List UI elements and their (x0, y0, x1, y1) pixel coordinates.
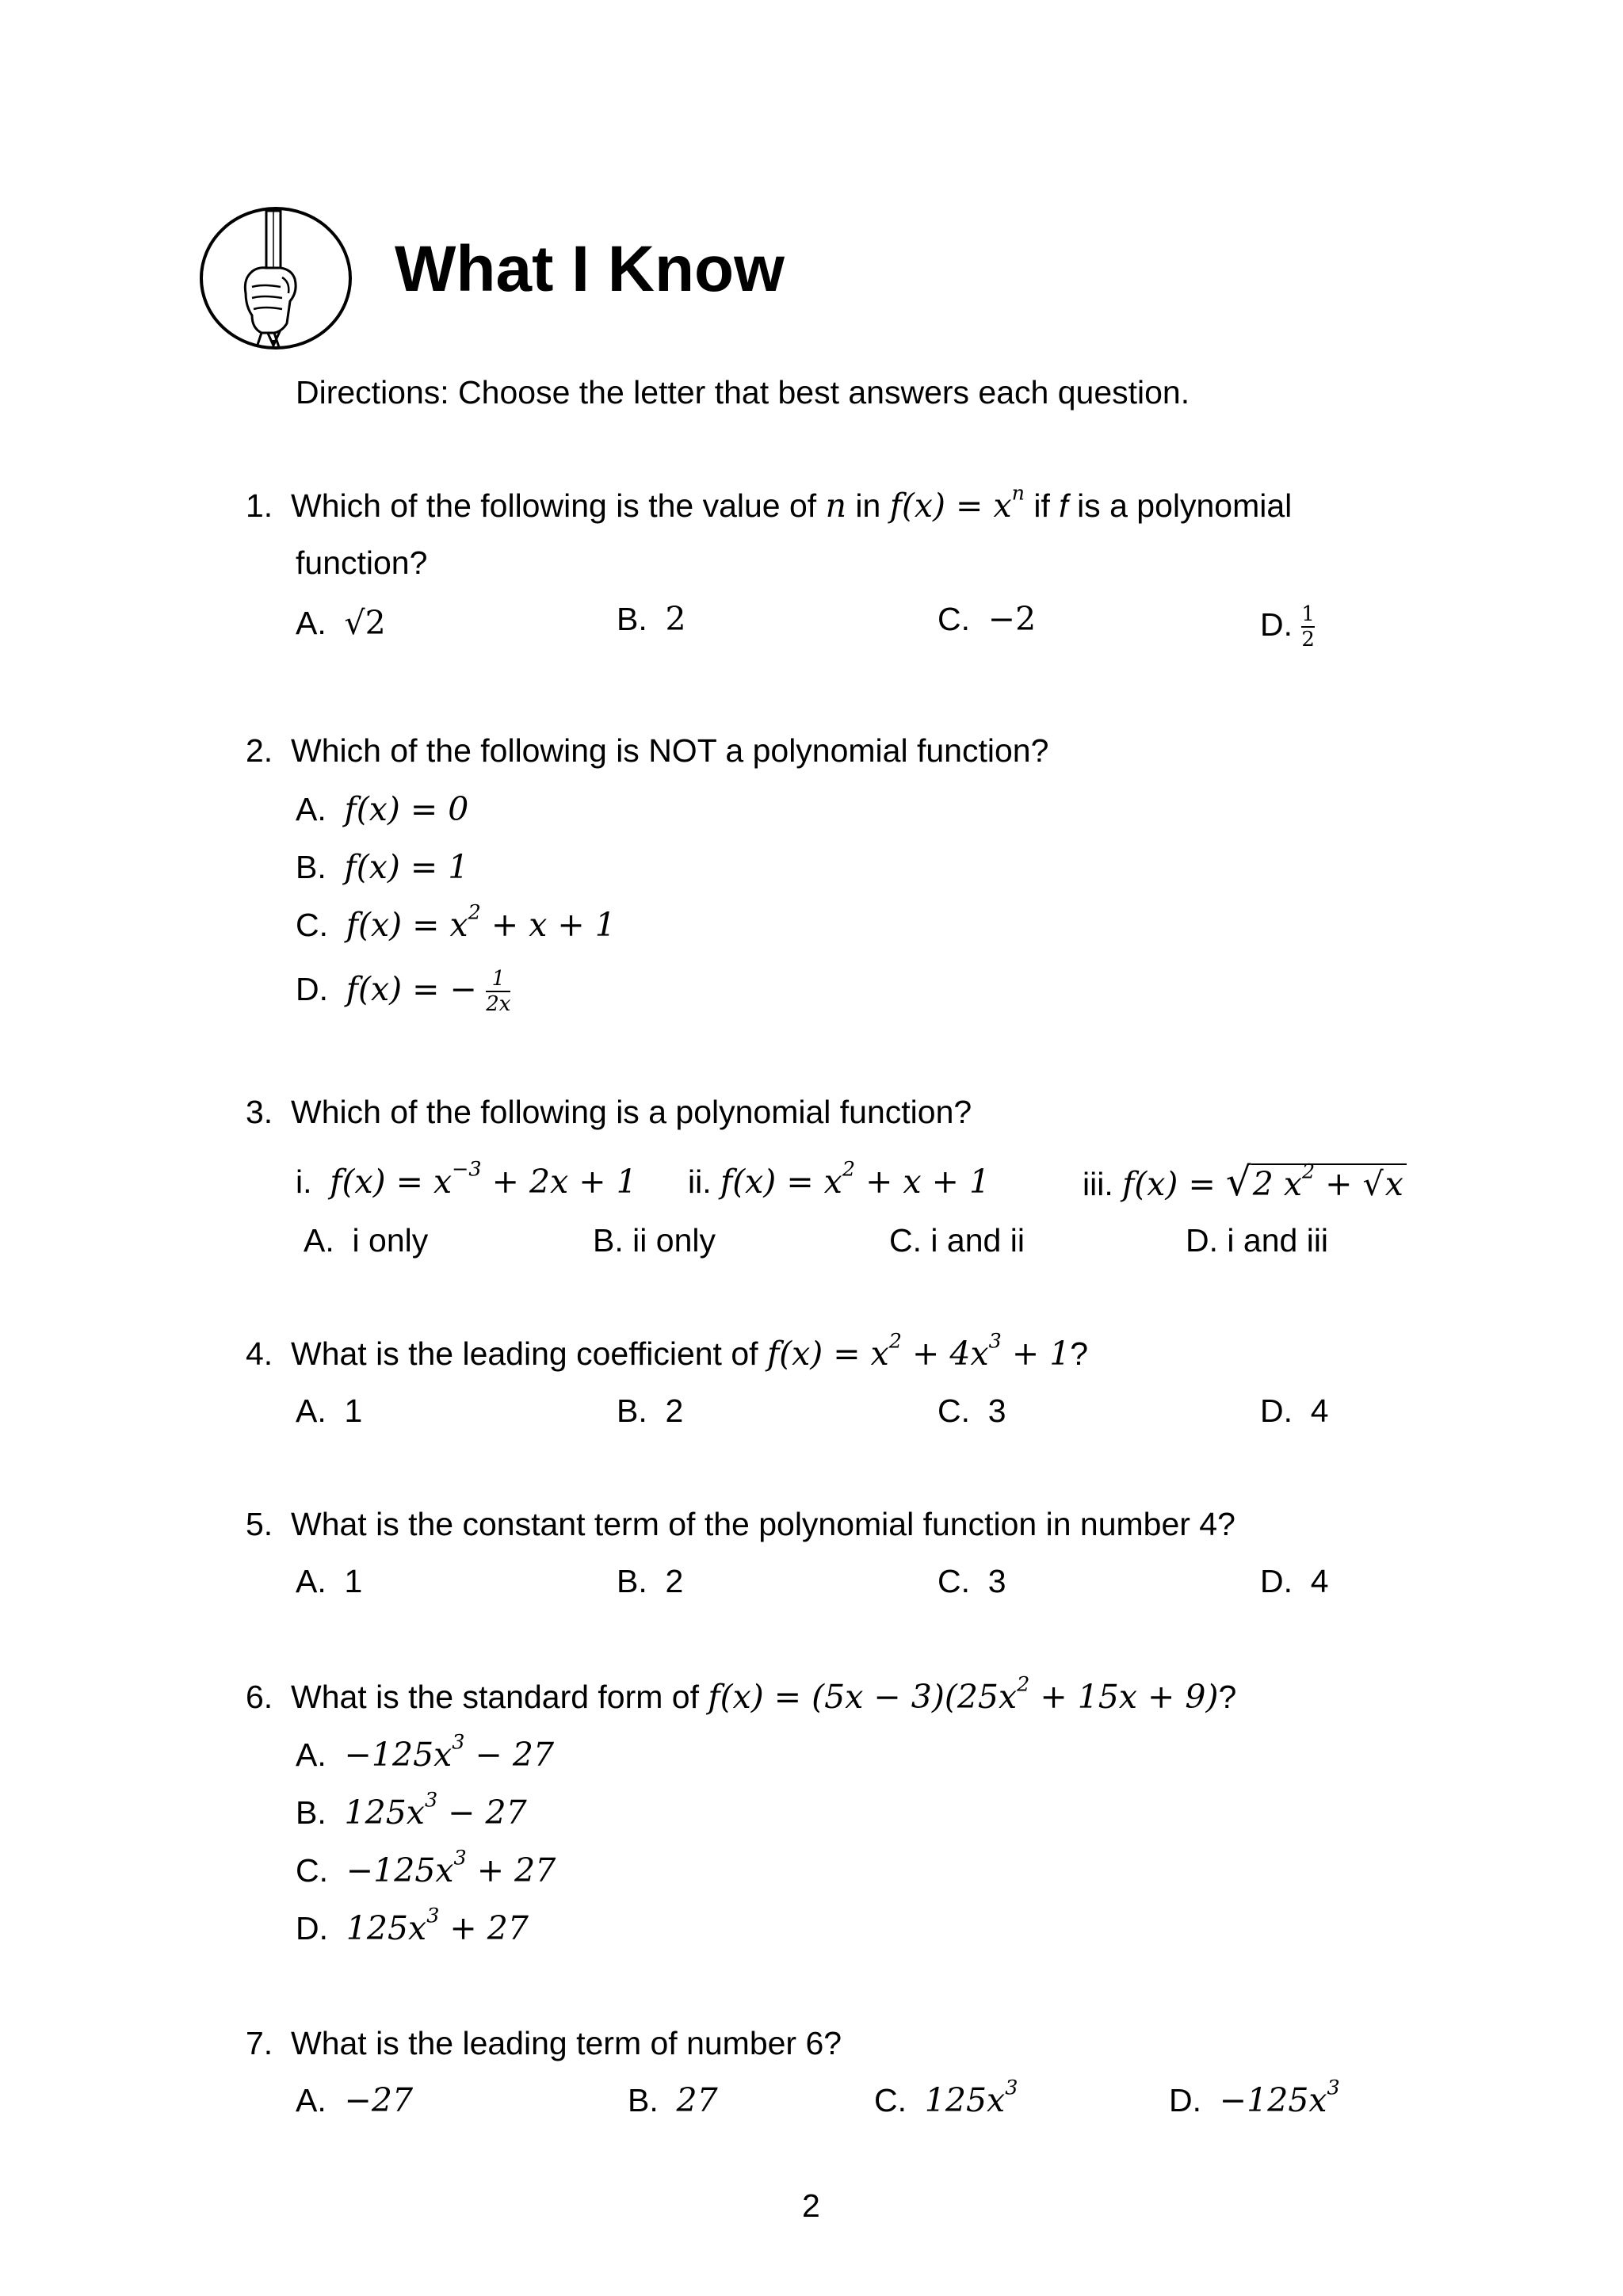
question-stem: What is the standard form of (291, 1679, 700, 1715)
option-iii: iii. f(x) = √2 $x^2 + √x$ (1083, 1162, 1407, 1204)
choice-a[interactable]: A. √2 (296, 604, 386, 642)
question-stem: What is the constant term of the polynomial function in number 4? (291, 1506, 1235, 1542)
question-number: 5. (246, 1506, 273, 1542)
question-stem-continued: function? (296, 544, 428, 581)
option-ii: ii. $f(x) = x^2 + x + 1$ (688, 1156, 991, 1201)
fraction: $\frac{1}{2x}$ (486, 967, 511, 1016)
question-stem: Which of the following is a polynomial function? (291, 1094, 972, 1130)
question-number: 4. (246, 1335, 273, 1372)
choice-d[interactable]: D. 4 (1260, 1392, 1329, 1429)
choice-d[interactable]: D. i and iii (1186, 1222, 1329, 1259)
question-6: 6. What is the standard form of $f(x) = (5x - 3)(25x^2 + 15x + 9)$? (246, 1671, 1237, 1716)
question-5 (246, 1504, 1235, 1544)
math-expression: $f(x) = x^2 + 4x^3 + 1$ (766, 1328, 1071, 1373)
choice-d[interactable]: D. $125x^3 + 27$ (296, 1903, 529, 1947)
math-expression: $f(x) = x^n$ (889, 480, 1025, 525)
choice-d[interactable]: D. $-125x^3$ (1169, 2075, 1340, 2119)
choice-c[interactable]: C. 3 (938, 1563, 1006, 1599)
choice-c[interactable]: C. $f(x) = x^2 + x + 1$ (296, 900, 616, 944)
fraction: $\frac{1}{2}$ (1301, 602, 1315, 651)
question-number: 2. (246, 732, 273, 769)
question-1 (246, 480, 1293, 525)
choice-b[interactable]: B. 27 (628, 2081, 718, 2119)
question-number: 7. (246, 2025, 273, 2061)
question-stem: What is the leading coefficient of (291, 1335, 758, 1372)
choice-b[interactable]: B. 2 (617, 1392, 684, 1429)
question-4: 4. What is the leading coefficient of $f(x) = x^2 + 4x^3 + 1$? (246, 1328, 1089, 1373)
stem-word: if (1033, 487, 1050, 524)
math-expression: $f(x) = (5x - 3)(25x^2 + 15x + 9)$ (708, 1671, 1219, 1716)
choice-c[interactable]: C. $-125x^3 + 27$ (296, 1845, 556, 1889)
stem-word: in (855, 487, 881, 524)
choice-b[interactable]: B. 2 (617, 600, 686, 638)
choice-c[interactable]: C. −2 (938, 600, 1037, 638)
choice-d[interactable]: D. 4 (1260, 1563, 1329, 1599)
question-number: 3. (246, 1094, 273, 1130)
pencil-hand-icon (197, 204, 355, 352)
option-i: i. $f(x) = x^{-3} + 2x + 1$ (296, 1156, 637, 1201)
question-3 (246, 1092, 972, 1132)
choice-a[interactable]: A. $-125x^3 - 27$ (296, 1729, 555, 1774)
choice-b[interactable]: B. $125x^3 - 27$ (296, 1787, 527, 1832)
choice-c[interactable]: C. i and ii (889, 1222, 1025, 1259)
choice-a[interactable]: A. 1 (296, 1563, 363, 1599)
choice-a[interactable]: A. i only (304, 1222, 429, 1259)
choice-c[interactable]: C. 3 (938, 1392, 1006, 1429)
choice-b[interactable]: B. ii only (593, 1222, 716, 1259)
choice-b[interactable]: B. f(x) = 1 (296, 848, 469, 886)
question-2 (246, 731, 1048, 770)
question-stem: What is the leading term of number 6? (291, 2025, 842, 2061)
choice-d[interactable]: D. f(x) = − $\frac{1}{2x}$ (296, 967, 511, 1016)
stem-word: is a polynomial (1077, 487, 1293, 524)
question-stem: Which of the following is NOT a polynomial function? (291, 732, 1049, 769)
choice-b[interactable]: B. 2 (617, 1563, 684, 1599)
math-variable: n (825, 487, 846, 525)
question-number: 6. (246, 1679, 273, 1715)
question-stem: Which of the following is the value of (291, 487, 817, 524)
page-number: 2 (802, 2187, 820, 2224)
choice-a[interactable]: A. −27 (296, 2081, 414, 2119)
choice-a[interactable]: A. f(x) = 0 (296, 790, 469, 828)
directions-text: Directions: Choose the letter that best answers each question. (296, 374, 1190, 411)
choice-d[interactable]: D. $\frac{1}{2}$ (1260, 602, 1315, 651)
choice-c[interactable]: C. $125x^3$ (874, 2075, 1018, 2119)
question-7 (246, 2023, 842, 2063)
question-number: 1. (246, 487, 273, 524)
stem-variable: f (1059, 487, 1068, 524)
choice-a[interactable]: A. 1 (296, 1392, 363, 1429)
page-title: What I Know (395, 233, 785, 305)
